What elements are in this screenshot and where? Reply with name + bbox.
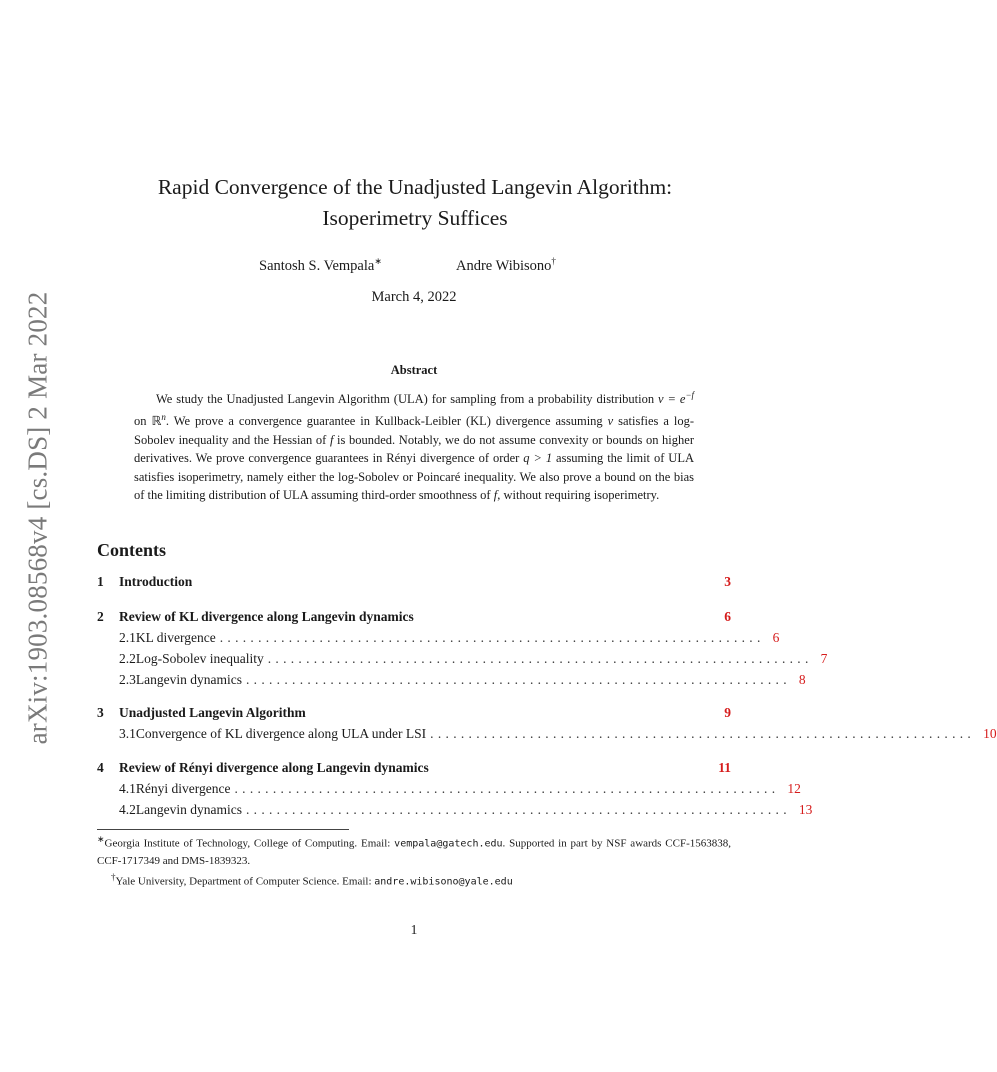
toc-subsection-4-2[interactable]: 4.2 Langevin dynamics ....................................................................... 13	[119, 802, 813, 817]
email-link-wibisono[interactable]: andre.wibisono@yale.edu	[374, 876, 513, 888]
author-1-name: Santosh S. Vempala	[259, 257, 375, 274]
arxiv-identifier: arXiv:1903.08568v4 [cs.DS] 2 Mar 2022	[22, 291, 53, 745]
toc-page-link[interactable]: 6	[724, 609, 731, 624]
toc-page-link[interactable]: 9	[724, 705, 731, 720]
toc-section-4[interactable]: 4 Review of Rényi divergence along Langevin dynamics 11 4.1 Rényi divergence ....................................................................... 12 4.2 Langevin dynamics ....................................................................... 13	[97, 760, 813, 817]
paper-title	[100, 172, 730, 234]
author-1-footnote-mark[interactable]: ∗	[374, 256, 382, 266]
footnotes	[97, 831, 731, 890]
author-2-footnote-mark[interactable]: †	[551, 256, 556, 266]
toc-page-link[interactable]: 11	[718, 760, 731, 775]
toc-page-link[interactable]: 7	[820, 651, 828, 666]
toc-section-2[interactable]: 2 Review of KL divergence along Langevin dynamics 6 2.1 KL divergence ....................................................................... 6 2.2 Log-Sobolev inequality ....................................................................... 7 2.3 Langevin dynamics ....................................................................... 8	[97, 609, 828, 687]
toc-section-3[interactable]: 3 Unadjusted Langevin Algorithm 9 3.1 Convergence of KL divergence along ULA under LSI ....................................................................... 10	[97, 705, 997, 741]
abstract-heading: Abstract	[390, 363, 438, 377]
abstract-body: We study the Unadjusted Langevin Algorithm (ULA) for sampling from a probability distribution $\nu = e^{-f}$ on ℝ$^n$. We prove a convergence guarantee in Kullback-Leibler (KL) divergence assuming ν satisfies a log-Sobolev inequality and the Hessian of f is bounded. Notably, we do not assume convexity or bounds on higher derivatives. We prove convergence guarantees in Rényi divergence of order q > 1 assuming the limit of ULA satisfies isoperimetry, namely either the log-Sobolev or Poincaré inequality. We also prove a bound on the bias of the limiting distribution of ULA assuming third-order smoothness of f, without requiring isoperimetry.	[134, 390, 695, 502]
toc-page-link[interactable]: 3	[724, 574, 731, 589]
title-line-2: Isoperimetry Suffices	[322, 206, 508, 230]
footnote-1: ∗Georgia Institute of Technology, College of Computing. Email: vempala@gatech.edu. Supported in part by NSF awards CCF-1563838, CCF-1717349 and DMS-1839323.	[97, 834, 731, 867]
toc-page-link[interactable]: 6	[772, 630, 780, 645]
toc-page-link[interactable]: 12	[787, 781, 801, 796]
toc-subsection-2-3[interactable]: 2.3 Langevin dynamics ....................................................................... 8	[119, 672, 806, 687]
footnote-rule	[97, 829, 349, 830]
toc-subsection-3-1[interactable]: 3.1 Convergence of KL divergence along ULA under LSI ....................................................................... 10	[119, 726, 997, 741]
toc-subsection-2-2[interactable]: 2.2 Log-Sobolev inequality ....................................................................... 7	[119, 651, 828, 666]
toc-section-label[interactable]: Review of KL divergence along Langevin dynamics	[119, 609, 414, 624]
toc-section-label[interactable]: Introduction	[119, 574, 193, 589]
toc-subsection-2-1[interactable]: 2.1 KL divergence ....................................................................... 6	[119, 630, 780, 645]
author-1	[259, 256, 382, 275]
toc-section-label[interactable]: Unadjusted Langevin Algorithm	[119, 705, 306, 720]
toc-section-1[interactable]: 1 Introduction 3	[97, 574, 731, 589]
toc-page-link[interactable]: 13	[798, 802, 813, 817]
contents-heading: Contents	[97, 540, 167, 560]
toc-page-link[interactable]: 10	[983, 726, 997, 741]
toc-section-label[interactable]: Review of Rényi divergence along Langevin dynamics	[119, 760, 429, 775]
email-link-vempala[interactable]: vempala@gatech.edu	[394, 838, 503, 850]
author-2-name: Andre Wibisono	[456, 257, 552, 274]
toc-subsection-4-1[interactable]: 4.1 Rényi divergence ....................................................................... 12	[119, 781, 801, 796]
toc-page-link[interactable]: 8	[798, 672, 806, 687]
author-2	[456, 256, 556, 275]
publication-date: March 4, 2022	[371, 289, 457, 305]
page-number: 1	[410, 922, 418, 937]
footnote-2: †Yale University, Department of Computer Science. Email: andre.wibisono@yale.edu	[111, 871, 513, 888]
title-line-1: Rapid Convergence of the Unadjusted Langevin Algorithm:	[157, 175, 673, 199]
